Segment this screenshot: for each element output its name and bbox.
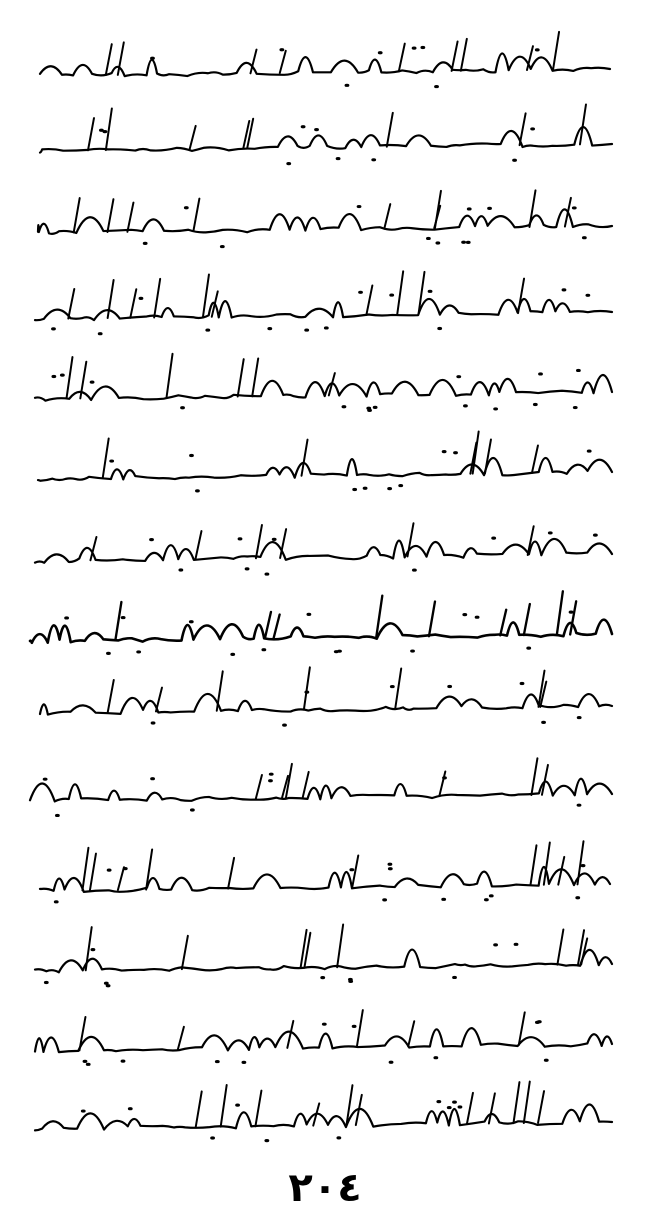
diacritic-dot <box>371 158 376 161</box>
diacritic-dot <box>389 293 394 296</box>
diacritic-dot <box>537 1020 542 1023</box>
diacritic-dot <box>314 128 319 131</box>
diacritic-dot <box>410 649 415 652</box>
letter-stroke <box>565 198 571 227</box>
diacritic-dot <box>461 241 466 244</box>
diacritic-dot <box>235 1104 240 1107</box>
diacritic-dot <box>286 162 291 165</box>
letter-stroke <box>461 39 467 71</box>
diacritic-dot <box>150 777 155 780</box>
diacritic-dot <box>442 450 447 453</box>
diacritic-dot <box>238 537 243 540</box>
letter-stroke <box>195 531 201 559</box>
diacritic-dot <box>388 867 393 870</box>
diacritic-dot <box>143 242 148 245</box>
letter-stroke <box>352 855 358 887</box>
diacritic-dot <box>587 449 592 452</box>
letter-stroke <box>106 44 112 75</box>
diacritic-dot <box>577 804 582 807</box>
manuscript-line <box>35 1010 612 1066</box>
diacritic-dot <box>195 489 200 492</box>
diacritic-dot <box>420 46 425 49</box>
diacritic-dot <box>398 484 403 487</box>
diacritic-dot <box>64 616 69 619</box>
diacritic-dot <box>107 869 112 872</box>
diacritic-dot <box>189 454 194 457</box>
page-number: ٢٠٤ <box>288 1165 362 1211</box>
letter-stroke <box>238 359 244 396</box>
diacritic-dot <box>86 1063 91 1066</box>
diacritic-dot <box>390 685 395 688</box>
diacritic-dot <box>562 288 567 291</box>
letter-stroke <box>531 758 537 795</box>
diacritic-dot <box>60 374 65 377</box>
letter-stroke <box>303 772 309 798</box>
diacritic-dot <box>475 616 480 619</box>
diacritic-dot <box>279 48 284 51</box>
letter-stroke <box>274 615 280 639</box>
diacritic-dot <box>541 721 546 724</box>
diacritic-dot <box>55 814 60 817</box>
letter-stroke <box>452 41 458 70</box>
manuscript-line <box>35 1082 612 1143</box>
letter-stroke <box>530 190 536 227</box>
letter-stroke <box>557 929 563 964</box>
letter-stroke <box>228 858 234 889</box>
diacritic-dot <box>336 1136 341 1139</box>
diacritic-dot <box>230 653 235 656</box>
diacritic-dot <box>241 1061 246 1064</box>
manuscript-line <box>35 354 612 412</box>
letter-stroke <box>538 1091 544 1123</box>
diacritic-dot <box>264 1139 269 1142</box>
diacritic-dot <box>593 533 598 536</box>
letter-stroke <box>580 104 586 144</box>
letter-stroke <box>265 612 271 638</box>
diacritic-dot <box>456 375 461 378</box>
diacritic-dot <box>102 130 107 133</box>
letter-stroke <box>252 358 258 396</box>
diacritic-dot <box>320 976 325 979</box>
diacritic-dot <box>535 48 540 51</box>
manuscript-line <box>35 925 612 988</box>
letter-stroke <box>108 680 114 712</box>
diacritic-dot <box>447 685 452 688</box>
diacritic-dot <box>489 894 494 897</box>
letter-stroke <box>118 867 124 890</box>
diacritic-dot <box>336 157 341 160</box>
diacritic-dot <box>577 716 582 719</box>
letter-stroke <box>384 204 390 229</box>
diacritic-dot <box>428 290 433 293</box>
letter-stroke <box>221 1085 227 1127</box>
letter-stroke <box>156 688 162 712</box>
letter-stroke <box>182 936 188 969</box>
diacritic-dot <box>573 406 578 409</box>
diacritic-dot <box>442 776 447 779</box>
handwriting-stroke <box>40 127 612 152</box>
diacritic-dot <box>491 537 496 540</box>
letter-stroke <box>66 357 72 398</box>
diacritic-dot <box>576 369 581 372</box>
letter-stroke <box>68 289 74 319</box>
diacritic-dot <box>433 1056 438 1059</box>
diacritic-dot <box>128 1107 133 1110</box>
manuscript-line <box>40 104 612 165</box>
diacritic-dot <box>437 327 442 330</box>
diacritic-dot <box>83 1060 88 1063</box>
diacritic-dot <box>261 648 266 651</box>
letter-stroke <box>467 1093 473 1124</box>
diacritic-dot <box>388 863 393 866</box>
letter-stroke <box>397 271 403 314</box>
letter-stroke <box>103 438 109 478</box>
diacritic-dot <box>463 404 468 407</box>
manuscript-line <box>38 190 612 248</box>
diacritic-dot <box>324 326 329 329</box>
diacritic-dot <box>544 1059 549 1062</box>
letter-stroke <box>193 199 199 231</box>
diacritic-dot <box>210 1136 215 1139</box>
diacritic-dot <box>51 375 56 378</box>
diacritic-dot <box>54 900 59 903</box>
letter-stroke <box>366 285 372 314</box>
diacritic-dot <box>306 613 311 616</box>
handwriting-stroke <box>30 779 612 802</box>
diacritic-dot <box>149 538 154 541</box>
letter-stroke <box>154 279 160 318</box>
handwriting-stroke <box>35 299 612 320</box>
letter-stroke <box>203 274 209 316</box>
letter-stroke <box>489 1093 495 1123</box>
letter-stroke <box>115 602 121 640</box>
diacritic-dot <box>349 868 354 871</box>
letter-stroke <box>280 51 286 73</box>
diacritic-dot <box>180 406 185 409</box>
diacritic-dot <box>538 372 543 375</box>
diacritic-dot <box>367 409 372 412</box>
letter-stroke <box>302 440 308 476</box>
letter-stroke <box>86 927 92 970</box>
manuscript-line <box>40 667 612 726</box>
letter-stroke <box>127 203 133 232</box>
diacritic-dot <box>272 538 277 541</box>
letter-stroke <box>520 113 526 145</box>
diacritic-dot <box>322 1023 327 1026</box>
handwriting-stroke <box>35 1028 612 1052</box>
letter-stroke <box>429 602 435 637</box>
diacritic-dot <box>575 896 580 899</box>
letter-stroke <box>337 925 343 968</box>
diacritic-dot <box>453 451 458 454</box>
diacritic-dot <box>581 864 586 867</box>
manuscript-line <box>35 271 612 335</box>
diacritic-dot <box>98 332 103 335</box>
letter-stroke <box>79 1017 85 1050</box>
diacritic-dot <box>268 779 273 782</box>
manuscript-line <box>30 591 612 656</box>
diacritic-dot <box>436 1100 441 1103</box>
diacritic-dot <box>487 207 492 210</box>
diacritic-dot <box>426 237 431 240</box>
diacritic-dot <box>334 650 339 653</box>
diacritic-dot <box>342 405 347 408</box>
diacritic-dot <box>412 568 417 571</box>
handwriting-stroke <box>35 375 612 401</box>
diacritic-dot <box>548 531 553 534</box>
diacritic-dot <box>220 245 225 248</box>
diacritic-dot <box>352 488 357 491</box>
letter-stroke <box>82 848 88 891</box>
diacritic-dot <box>363 487 368 490</box>
letter-stroke <box>513 1082 519 1123</box>
diacritic-dot <box>304 691 309 694</box>
diacritic-dot <box>352 1025 357 1028</box>
diacritic-dot <box>139 297 144 300</box>
letter-stroke <box>532 446 538 473</box>
diacritic-dot <box>585 294 590 297</box>
diacritic-dot <box>467 207 472 210</box>
letter-stroke <box>178 1027 184 1049</box>
letter-stroke <box>256 775 262 798</box>
manuscript-line <box>38 431 612 492</box>
letter-stroke <box>578 841 584 884</box>
manuscript-line <box>40 841 610 903</box>
diacritic-dot <box>106 652 111 655</box>
diacritic-dot <box>382 898 387 901</box>
diacritic-dot <box>123 867 128 870</box>
handwriting-stroke <box>40 53 610 76</box>
diacritic-dot <box>184 206 189 209</box>
diacritic-dot <box>572 206 577 209</box>
diacritic-dot <box>434 85 439 88</box>
diacritic-dot <box>81 1109 86 1112</box>
letter-stroke <box>530 845 536 885</box>
diacritic-dot <box>178 568 183 571</box>
diacritic-dot <box>51 327 56 330</box>
diacritic-dot <box>435 241 440 244</box>
diacritic-dot <box>526 647 531 650</box>
letter-stroke <box>399 44 405 72</box>
handwriting-stroke <box>40 694 612 715</box>
letter-stroke <box>304 667 310 709</box>
diacritic-dot <box>269 773 274 776</box>
diacritic-dot <box>484 898 489 901</box>
letter-stroke <box>557 591 563 634</box>
handwriting-stroke <box>38 458 612 481</box>
letter-stroke <box>190 126 196 149</box>
letter-stroke <box>130 289 136 318</box>
letter-stroke <box>287 1021 293 1048</box>
letter-stroke <box>553 32 559 70</box>
diacritic-dot <box>466 241 471 244</box>
diacritic-dot <box>190 808 195 811</box>
letter-stroke <box>485 440 491 474</box>
diacritic-dot <box>245 567 250 570</box>
letter-stroke <box>542 765 548 795</box>
diacritic-dot <box>90 381 95 384</box>
diacritic-dot <box>150 57 155 60</box>
diacritic-dot <box>441 898 446 901</box>
diacritic-dot <box>452 1101 457 1104</box>
diacritic-dot <box>447 1106 452 1109</box>
letter-stroke <box>395 669 401 709</box>
diacritic-dot <box>267 327 272 330</box>
diacritic-dot <box>412 46 417 49</box>
diacritic-dot <box>530 127 535 130</box>
diacritic-dot <box>91 948 96 951</box>
diacritic-dot <box>358 291 363 294</box>
letter-stroke <box>524 1082 530 1124</box>
letter-stroke <box>106 109 112 151</box>
letter-stroke <box>255 1091 261 1127</box>
letter-stroke <box>439 771 445 796</box>
handwriting-stroke <box>40 867 610 892</box>
diacritic-dot <box>582 236 587 239</box>
diacritic-dot <box>378 51 383 54</box>
diacritic-dot <box>458 1105 463 1108</box>
diacritic-dot <box>512 159 517 162</box>
letter-stroke <box>518 279 524 314</box>
diacritic-dot <box>121 616 126 619</box>
diacritic-dot <box>304 328 309 331</box>
diacritic-dot <box>301 125 306 128</box>
letter-stroke <box>107 199 113 232</box>
letter-stroke <box>524 604 530 635</box>
handwriting-stroke <box>35 950 612 973</box>
diacritic-dot <box>265 572 270 575</box>
letter-stroke <box>217 671 223 710</box>
diacritic-dot <box>345 84 350 87</box>
diacritic-dot <box>215 1060 220 1063</box>
diacritic-dot <box>493 943 498 946</box>
manuscript-line <box>35 523 612 575</box>
diacritic-dot <box>151 721 156 724</box>
diacritic-dot <box>514 943 519 946</box>
letter-stroke <box>196 1091 202 1127</box>
diacritic-dot <box>136 650 141 653</box>
letter-stroke <box>500 610 506 636</box>
letter-stroke <box>357 1010 363 1047</box>
diacritic-dot <box>520 682 525 685</box>
diacritic-dot <box>43 778 48 781</box>
diacritic-dot <box>109 459 114 462</box>
diacritic-dot <box>357 205 362 208</box>
diacritic-dot <box>282 724 287 727</box>
letter-stroke <box>90 854 96 891</box>
diacritic-dot <box>348 980 353 983</box>
diacritic-dot <box>104 982 109 985</box>
diacritic-dot <box>452 976 457 979</box>
diacritic-dot <box>493 407 498 410</box>
diacritic-dot <box>533 403 538 406</box>
manuscript-line <box>40 32 610 88</box>
diacritic-dot <box>569 611 574 614</box>
diacritic-dot <box>205 328 210 331</box>
manuscript-line <box>30 758 612 817</box>
diacritic-dot <box>387 487 392 490</box>
letter-stroke <box>167 354 173 398</box>
letter-stroke <box>407 523 413 556</box>
letter-stroke <box>408 1021 414 1046</box>
diacritic-dot <box>373 406 378 409</box>
letter-stroke <box>88 118 94 150</box>
diacritic-dot <box>462 613 467 616</box>
diacritic-dot <box>189 620 194 623</box>
diacritic-dot <box>121 1060 126 1063</box>
handwriting-stroke <box>35 539 612 563</box>
letter-stroke <box>387 113 393 147</box>
diacritic-dot <box>389 1061 394 1064</box>
diacritic-dot <box>44 981 49 984</box>
handwriting-stroke <box>38 209 612 233</box>
